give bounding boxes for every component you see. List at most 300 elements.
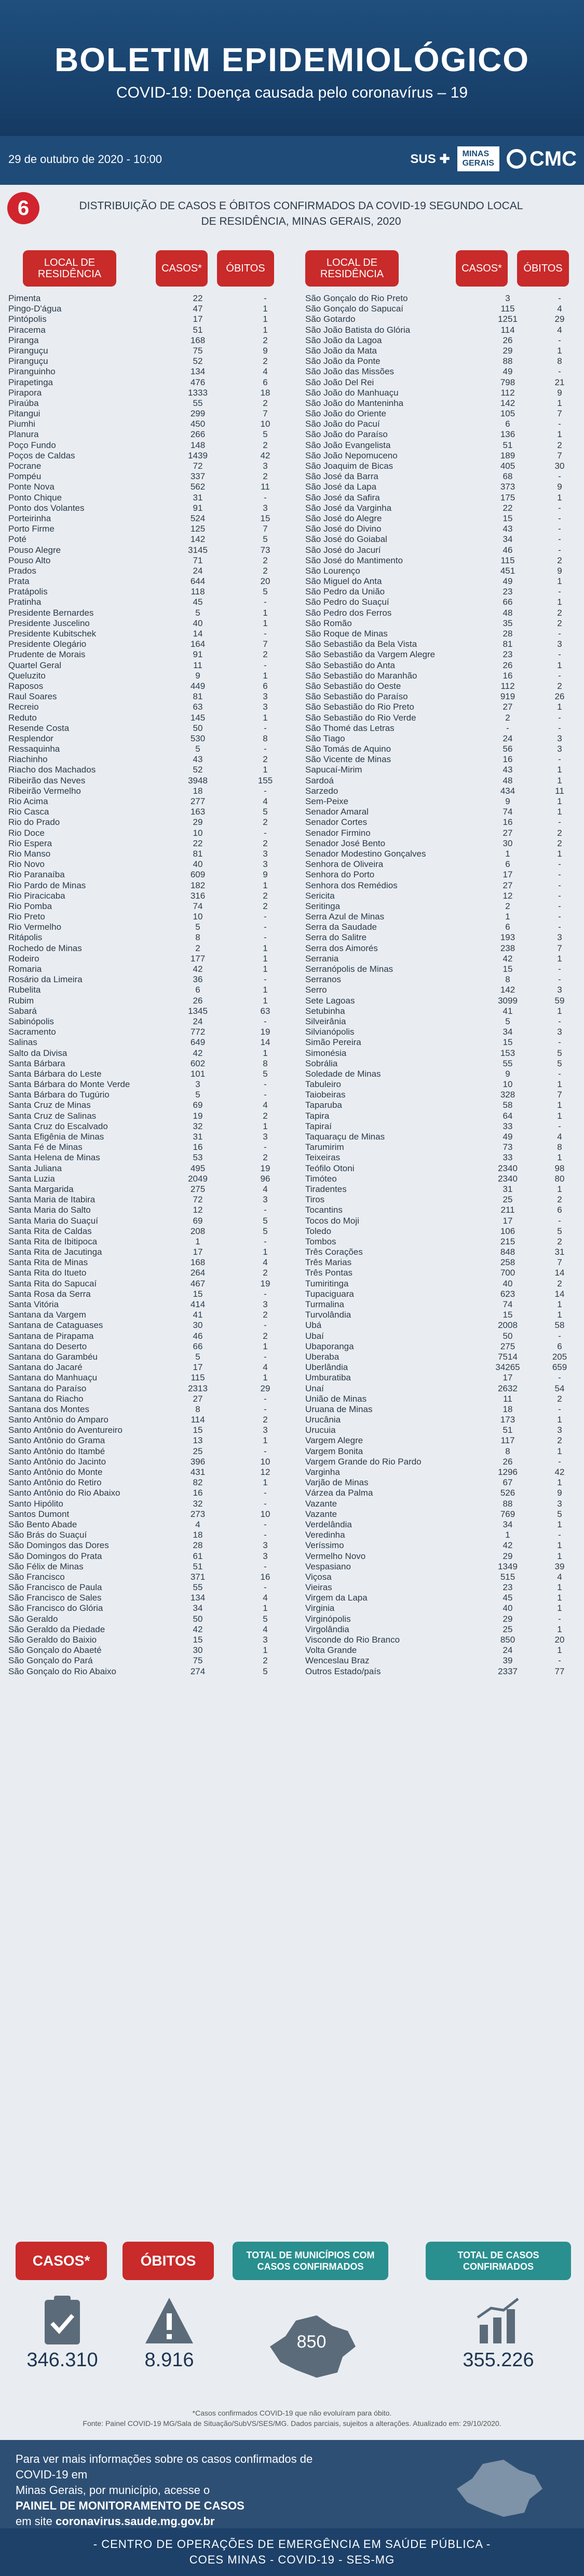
municipio-name: Serro	[305, 985, 327, 995]
casos-value: 346.310	[26, 2349, 98, 2371]
casos-cell: 476	[190, 377, 206, 387]
table-row	[305, 1446, 575, 1457]
municipio-name: Três Marias	[305, 1257, 352, 1268]
municipio-name: Santa Maria do Salto	[8, 1205, 91, 1215]
obitos-cell: 1	[557, 1624, 562, 1634]
municipio-name: Senhora dos Remédios	[305, 880, 398, 890]
table-row	[8, 639, 294, 649]
header-obitos-right: ÓBITOS	[517, 250, 569, 287]
municipio-name: Rubelita	[8, 985, 41, 995]
casos-cell: 238	[500, 943, 515, 953]
municipio-name: Serra Azul de Minas	[305, 912, 385, 922]
municipio-name: Rio Manso	[8, 848, 51, 859]
municipio-name: São Francisco	[8, 1571, 65, 1582]
municipio-name: Pingo-D'água	[8, 304, 62, 314]
table-row	[8, 398, 294, 409]
table-row	[305, 555, 575, 566]
obitos-cell: 1	[557, 702, 562, 712]
obitos-cell: -	[558, 367, 561, 377]
obitos-cell: 7	[263, 524, 268, 534]
municipio-name: Reduto	[8, 712, 37, 723]
table-row	[305, 954, 575, 964]
table-row	[8, 1624, 294, 1635]
obitos-cell: -	[558, 1530, 561, 1540]
table-row	[305, 870, 575, 880]
obitos-cell: 2	[263, 901, 268, 911]
table-row	[305, 1069, 575, 1079]
casos-cell: 299	[190, 409, 206, 419]
municipio-name: Santo Antônio do Retiro	[8, 1477, 102, 1488]
table-row	[8, 1059, 294, 1069]
table-row	[8, 1362, 294, 1373]
obitos-cell: 2	[557, 681, 562, 691]
obitos-cell: 3	[557, 1425, 562, 1435]
obitos-cell: -	[264, 828, 267, 838]
table-row	[8, 1195, 294, 1205]
municipio-name: São Joaquim de Bicas	[305, 461, 393, 471]
municipio-name: Salto da Divisa	[8, 1048, 67, 1058]
municipio-name: Serra do Salitre	[305, 932, 367, 943]
table-row	[8, 346, 294, 356]
table-row	[305, 817, 575, 828]
municipio-name: Salinas	[8, 1037, 37, 1048]
municipio-name: Serra dos Aimorés	[305, 943, 378, 953]
header-casos-left: CASOS*	[156, 250, 208, 287]
obitos-cell: 1	[557, 1593, 562, 1603]
table-row	[305, 545, 575, 555]
obitos-cell: -	[558, 754, 561, 765]
painel-link[interactable]: PAINEL DE MONITORAMENTO DE CASOS	[16, 2499, 245, 2512]
obitos-cell: 21	[554, 377, 565, 387]
table-row	[305, 754, 575, 765]
casos-cell: 114	[500, 324, 515, 335]
obitos-cell: 2	[263, 890, 268, 901]
casos-cell: 47	[193, 304, 203, 314]
casos-cell: 266	[190, 429, 206, 440]
casos-cell: 74	[193, 901, 203, 911]
table-row	[305, 1048, 575, 1059]
table-row	[8, 912, 294, 922]
obitos-cell: 1	[263, 1477, 268, 1488]
obitos-cell: 59	[554, 995, 565, 1006]
table-row	[8, 1048, 294, 1059]
casos-cell: 142	[190, 534, 206, 545]
obitos-cell: 1	[557, 775, 562, 785]
casos-cell: 434	[500, 785, 515, 796]
table-row	[305, 1268, 575, 1278]
municipio-name: São Gotardo	[305, 314, 356, 324]
table-row	[305, 576, 575, 587]
header-casos-right: CASOS*	[456, 250, 508, 287]
obitos-cell: 9	[557, 565, 562, 576]
table-row	[305, 692, 575, 702]
obitos-cell: -	[264, 1404, 267, 1414]
obitos-cell: -	[558, 922, 561, 932]
table-row	[8, 325, 294, 335]
table-row	[8, 1257, 294, 1268]
municipio-name: Santos Dumont	[8, 1509, 70, 1519]
table-row	[8, 891, 294, 901]
municipio-name: São Sebastião do Rio Preto	[305, 702, 414, 712]
municipio-name: São Gonçalo do Rio Preto	[305, 293, 408, 303]
casos-cell: 29	[502, 1614, 513, 1624]
casos-cell: 49	[502, 576, 513, 587]
obitos-cell: -	[558, 629, 561, 639]
table-row	[8, 1132, 294, 1142]
obitos-cell: -	[264, 492, 267, 503]
municipio-name: São José do Goiabal	[305, 534, 387, 545]
obitos-cell: 1	[263, 1435, 268, 1446]
obitos-cell: 3	[263, 1195, 268, 1205]
mg-logo	[457, 146, 499, 171]
municipio-name: Simão Pereira	[305, 1037, 361, 1048]
total-casos-label: TOTAL DE CASOS CONFIRMADOS	[426, 2242, 571, 2280]
municipio-name: Sem-Peixe	[305, 796, 349, 806]
municipio-name: Veríssimo	[305, 1540, 344, 1551]
municipio-name: São João Nepomuceno	[305, 450, 398, 460]
table-row	[305, 1205, 575, 1215]
table-row	[305, 922, 575, 932]
obitos-cell: 1	[263, 964, 268, 974]
cmc-ring-icon	[507, 149, 526, 169]
municipio-name: Santana da Vargem	[8, 1310, 86, 1320]
municipio-name: Uruana de Minas	[305, 1404, 373, 1414]
municipio-name: São Félix de Minas	[8, 1561, 84, 1571]
municipio-name: São José da Lapa	[305, 482, 377, 492]
casos-cell: 55	[193, 398, 203, 408]
municipio-name: Pouso Alegre	[8, 545, 61, 555]
sus-logo: SUS ✚	[410, 152, 450, 166]
obitos-cell: -	[264, 1351, 267, 1362]
obitos-cell: 6	[263, 681, 268, 691]
municipio-name: Tiros	[305, 1195, 325, 1205]
table-row	[8, 618, 294, 629]
casos-cell: 64	[502, 1110, 513, 1121]
summary-stats	[0, 2295, 584, 2398]
casos-cell: 5	[505, 1016, 510, 1026]
municipio-name: Ponte Nova	[8, 482, 55, 492]
municipio-name: Vieiras	[305, 1582, 332, 1593]
obitos-cell: 5	[557, 1509, 562, 1519]
municipio-name: Sacramento	[8, 1027, 56, 1037]
municipio-name: São Tomás de Aquino	[305, 744, 391, 754]
casos-cell: 115	[500, 555, 515, 565]
casos-cell: 2313	[188, 1383, 208, 1393]
municipio-name: Raposos	[8, 681, 44, 691]
table-row	[8, 671, 294, 681]
table-row	[305, 1435, 575, 1446]
casos-cell: 1349	[498, 1561, 518, 1571]
municipio-name: Sapucaí-Mirim	[305, 765, 362, 775]
table-row	[305, 1603, 575, 1614]
casos-cell: 27	[193, 1393, 203, 1404]
casos-cell: 42	[502, 1540, 513, 1551]
info-line2: Minas Gerais, por município, acesse o	[16, 2484, 210, 2497]
casos-cell: 9	[195, 670, 200, 681]
obitos-cell: 4	[263, 1100, 268, 1110]
municipio-name: São João do Pacuí	[305, 419, 380, 429]
table-row	[8, 471, 294, 482]
casos-cell: 850	[500, 1635, 515, 1645]
casos-cell: 1439	[188, 450, 208, 460]
obitos-cell: 2	[263, 754, 268, 765]
footnote-line2: Fonte: Painel COVID-19 MG/Sala de Situação/SubVS/SES/MG. Dados parciais, sujeitos a alterações. Atualizado em: 29/10/2020.	[83, 2419, 501, 2428]
municipio-name: Porto Firme	[8, 524, 55, 534]
obitos-cell: 1	[263, 607, 268, 618]
obitos-cell: -	[264, 1488, 267, 1498]
municipio-name: Santo Antônio do Jacinto	[8, 1456, 106, 1467]
municipio-name: Teófilo Otoni	[305, 1163, 355, 1173]
table-row	[8, 776, 294, 786]
header-obitos-left: ÓBITOS	[217, 250, 274, 287]
obitos-cell: -	[264, 932, 267, 943]
obitos-cell: 12	[260, 1467, 270, 1477]
casos-cell: 6	[505, 859, 510, 870]
table-row	[305, 1331, 575, 1341]
municipio-name: São Bento Abade	[8, 1519, 77, 1529]
municipio-name: Timóteo	[305, 1173, 337, 1184]
table-row	[8, 1467, 294, 1477]
obitos-cell: 8	[263, 733, 268, 743]
municipio-name: Pouso Alto	[8, 555, 51, 565]
casos-cell: 91	[193, 649, 203, 660]
obitos-cell: -	[264, 1090, 267, 1100]
info-site-prefix: em site	[16, 2515, 56, 2528]
obitos-cell: -	[558, 1404, 561, 1414]
casos-cell: 10	[502, 1079, 513, 1090]
table-row	[305, 1341, 575, 1352]
casos-cell: 30	[193, 1320, 203, 1331]
casos-cell: 61	[193, 1551, 203, 1561]
table-row	[305, 1520, 575, 1530]
obitos-cell: -	[558, 1037, 561, 1048]
municipio-name: Serranópolis de Minas	[305, 964, 393, 974]
casos-cell: 88	[502, 356, 513, 367]
casos-cell: 1	[195, 1236, 200, 1246]
municipio-name: Santana do Riacho	[8, 1393, 84, 1404]
obitos-cell: 77	[554, 1666, 565, 1676]
municipio-name: Santa Rita de Jacutinga	[8, 1247, 102, 1257]
casos-cell: 316	[190, 890, 206, 901]
bar-chart-icon	[472, 2295, 524, 2347]
obitos-cell: 58	[554, 1320, 565, 1331]
municipio-name: Santo Antônio do Aventureiro	[8, 1425, 123, 1435]
casos-cell: 27	[502, 880, 513, 890]
municipio-name: Rochedo de Minas	[8, 943, 82, 953]
obitos-cell: 39	[554, 1561, 565, 1571]
municipio-name: Santa Luzia	[8, 1173, 55, 1184]
table-row	[305, 566, 575, 576]
table-row	[8, 513, 294, 524]
municipio-name: Santana de Cataguases	[8, 1320, 103, 1331]
table-row	[8, 754, 294, 765]
table-row	[305, 880, 575, 891]
obitos-cell: 6	[557, 1341, 562, 1351]
municipio-name: Santo Antônio do Amparo	[8, 1415, 108, 1425]
casos-cell: 91	[193, 503, 203, 513]
casos-cell: 524	[190, 513, 206, 523]
mg-line2: GERAIS	[462, 159, 494, 168]
municipio-name: Poços de Caldas	[8, 450, 75, 460]
casos-cell: 1	[505, 1530, 510, 1540]
municipio-name: Senador Cortes	[305, 817, 368, 828]
obitos-cell: 1	[557, 1153, 562, 1163]
table-row	[8, 996, 294, 1006]
obitos-cell: -	[264, 1320, 267, 1331]
obitos-cell: -	[558, 723, 561, 733]
municipio-name: Piranguçu	[8, 345, 48, 356]
table-row	[8, 1163, 294, 1174]
total-value: 355.226	[463, 2349, 534, 2371]
casos-cell: 24	[502, 733, 513, 743]
municipio-name: São Sebastião da Vargem Alegre	[305, 649, 436, 660]
obitos-cell: 2	[263, 1110, 268, 1121]
municipio-name: Pirapetinga	[8, 377, 53, 387]
page-subtitle: COVID-19: Doença causada pelo coronavírus – 19	[116, 84, 468, 101]
table-row	[8, 1069, 294, 1079]
site-link[interactable]: coronavirus.saude.mg.gov.br	[56, 2515, 215, 2528]
casos-cell: 105	[500, 409, 515, 419]
table-row	[8, 1216, 294, 1226]
table-row	[305, 1415, 575, 1425]
casos-cell: 5	[195, 922, 200, 932]
table-row	[8, 964, 294, 974]
casos-cell: 163	[190, 807, 206, 817]
casos-cell: 22	[193, 293, 203, 303]
casos-cell: 49	[502, 1132, 513, 1142]
table-row	[8, 314, 294, 324]
municipio-name: Santa Rita do Sapucaí	[8, 1278, 97, 1289]
obitos-cell: 1	[557, 953, 562, 964]
obitos-cell: 2	[263, 1656, 268, 1666]
casos-cell: 11	[503, 1393, 512, 1404]
table-row	[305, 1530, 575, 1540]
table-row	[305, 1394, 575, 1404]
casos-cell: 919	[500, 692, 515, 702]
municipio-name: São Gonçalo do Abaeté	[8, 1645, 102, 1656]
casos-cell: 769	[500, 1509, 515, 1519]
obitos-cell: -	[558, 901, 561, 911]
table-row	[305, 388, 575, 398]
table-row	[305, 1310, 575, 1320]
casos-cell: 7514	[498, 1351, 518, 1362]
casos-cell: 48	[502, 775, 513, 785]
obitos-cell: 15	[260, 513, 270, 523]
obitos-cell: 1	[557, 1006, 562, 1016]
stat-obitos	[128, 2295, 211, 2371]
stat-total	[457, 2295, 540, 2371]
casos-cell: 33	[502, 1153, 513, 1163]
casos-cell: 208	[190, 1226, 206, 1236]
obitos-cell: 5	[263, 1666, 268, 1676]
obitos-cell: 1	[557, 807, 562, 817]
obitos-cell: -	[558, 859, 561, 870]
obitos-cell: 19	[260, 1027, 270, 1037]
table-row	[305, 1226, 575, 1237]
municipio-name: Pimenta	[8, 293, 41, 303]
obitos-cell: -	[558, 1215, 561, 1226]
casos-cell: 15	[502, 513, 513, 523]
municipio-name: Santana do Jacaré	[8, 1362, 83, 1373]
casos-cell: 24	[193, 565, 203, 576]
casos-cell: 414	[190, 1299, 206, 1309]
municipio-name: São Francisco do Glória	[8, 1603, 103, 1614]
obitos-cell: -	[264, 1142, 267, 1153]
obitos-cell: 26	[554, 692, 565, 702]
municipio-name: Senhora de Oliveira	[305, 859, 384, 870]
table-row	[8, 974, 294, 985]
table-row	[8, 1373, 294, 1383]
casos-cell: 26	[502, 1456, 513, 1467]
casos-cell: 74	[502, 1299, 513, 1309]
casos-cell: 68	[502, 471, 513, 482]
casos-cell: 16	[502, 670, 513, 681]
table-row	[305, 1079, 575, 1090]
table-row	[8, 1572, 294, 1582]
casos-cell: 848	[500, 1247, 515, 1257]
table-row	[305, 503, 575, 513]
municipio-name: Varginha	[305, 1467, 340, 1477]
obitos-cell: 2	[263, 565, 268, 576]
municipio-name: Viçosa	[305, 1571, 332, 1582]
obitos-cell: 659	[552, 1362, 567, 1373]
casos-cell: 58	[502, 1100, 513, 1110]
table-row	[8, 1268, 294, 1278]
municipio-name: Ribeirão Vermelho	[8, 785, 81, 796]
municipio-name: Sericita	[305, 890, 335, 901]
casos-cell: 215	[500, 1236, 515, 1246]
municipio-name: Santa Bárbara do Tugúrio	[8, 1090, 110, 1100]
table-row	[305, 932, 575, 943]
table-row	[305, 713, 575, 723]
casos-cell: 3145	[188, 545, 208, 555]
obitos-cell: 98	[554, 1163, 565, 1173]
table-row	[8, 1499, 294, 1509]
obitos-cell: -	[558, 587, 561, 597]
obitos-cell: 2	[557, 1435, 562, 1446]
casos-cell: 168	[190, 335, 206, 345]
municipio-name: Visconde do Rio Branco	[305, 1635, 400, 1645]
check-icon	[42, 2295, 83, 2347]
table-row	[8, 1384, 294, 1394]
obitos-cell: 4	[557, 1571, 562, 1582]
table-row	[8, 1310, 294, 1320]
info-highlight[interactable]	[16, 2498, 348, 2514]
casos-cell: 649	[190, 1037, 206, 1048]
municipio-name: São José da Varginha	[305, 503, 392, 513]
municipio-name: Tombos	[305, 1236, 336, 1246]
casos-cell: 467	[190, 1278, 206, 1289]
casos-cell: 42	[193, 1624, 203, 1634]
table-row	[305, 702, 575, 712]
obitos-cell: 1	[557, 576, 562, 587]
obitos-cell: 1	[263, 995, 268, 1006]
casos-cell: 33	[502, 1121, 513, 1131]
municipio-name: Três Pontas	[305, 1268, 353, 1278]
municipio-name: Ubaporanga	[305, 1341, 354, 1351]
casos-cell: 5	[195, 1090, 200, 1100]
obitos-cell: 19	[260, 1278, 270, 1289]
obitos-cell: -	[264, 293, 267, 303]
obitos-cell: 1	[557, 398, 562, 408]
table-row	[8, 1645, 294, 1656]
table-row	[305, 1572, 575, 1582]
obitos-cell: -	[558, 1456, 561, 1467]
casos-cell: 73	[502, 1142, 513, 1153]
obitos-cell: 1	[557, 1477, 562, 1488]
casos-cell: 46	[502, 545, 513, 555]
casos-cell: 562	[190, 482, 206, 492]
